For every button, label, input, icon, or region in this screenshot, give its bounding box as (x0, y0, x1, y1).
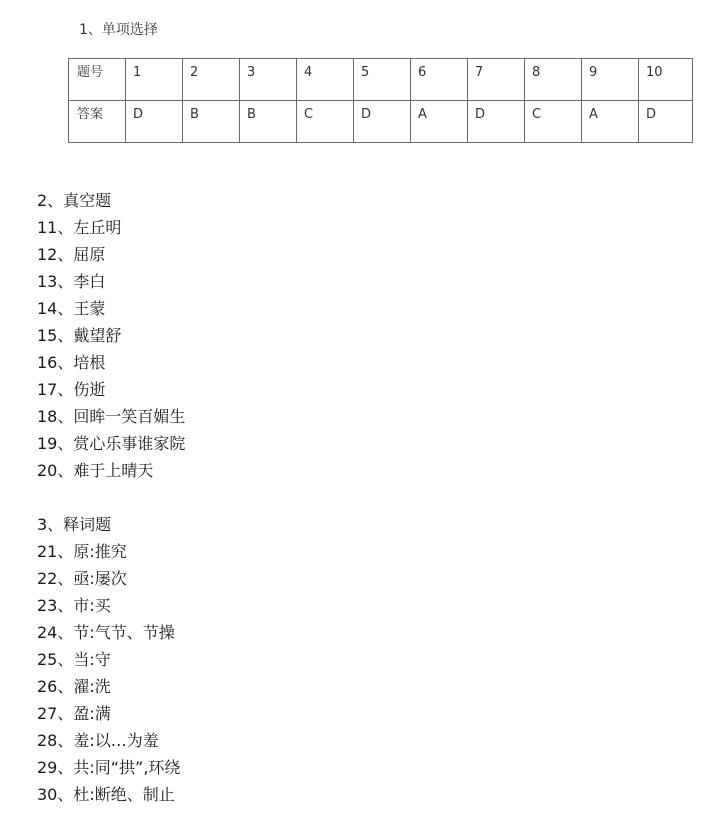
answer-cell: D (468, 101, 525, 143)
question-number-cell: 2 (183, 59, 240, 101)
question-number-row (69, 59, 693, 101)
question-number-cell: 9 (582, 59, 639, 101)
list-item: 14、王蒙 (37, 299, 106, 318)
answer-label: 答案 (69, 101, 126, 143)
section2-title: 2、真空题 (37, 191, 112, 210)
answer-cell: B (183, 101, 240, 143)
question-number-cell: 7 (468, 59, 525, 101)
list-item: 24、节:气节、节操 (37, 623, 175, 642)
section3-title: 3、释词题 (37, 515, 112, 534)
list-item: 27、盈:满 (37, 704, 111, 723)
section1-title: 1、单项选择 (79, 22, 158, 38)
answer-cell: A (582, 101, 639, 143)
question-number-cell: 6 (411, 59, 468, 101)
question-number-cell: 5 (354, 59, 411, 101)
question-number-cell: 10 (639, 59, 693, 101)
answer-content (37, 187, 185, 808)
list-item: 19、赏心乐事谁家院 (37, 434, 186, 453)
list-item: 22、亟:屡次 (37, 569, 127, 588)
list-item: 12、屈原 (37, 245, 106, 264)
answer-table (68, 58, 693, 143)
list-item: 25、当:守 (37, 650, 111, 669)
question-number-cell: 1 (126, 59, 183, 101)
question-number-cell: 8 (525, 59, 582, 101)
list-item: 16、培根 (37, 353, 106, 372)
list-item: 23、市:买 (37, 596, 111, 615)
question-number-cell: 3 (240, 59, 297, 101)
question-number-label: 题号 (69, 59, 126, 101)
answer-cell: A (411, 101, 468, 143)
list-item: 20、难于上晴天 (37, 461, 154, 480)
list-item: 18、回眸一笑百媚生 (37, 407, 186, 426)
list-item: 28、羞:以…为羞 (37, 731, 159, 750)
list-item: 30、杜:断绝、制止 (37, 785, 175, 804)
answer-cell: B (240, 101, 297, 143)
answer-cell: C (297, 101, 354, 143)
list-item: 15、戴望舒 (37, 326, 122, 345)
section-spacer (37, 484, 185, 511)
answer-cell: D (126, 101, 183, 143)
answer-cell: D (354, 101, 411, 143)
list-item: 13、李白 (37, 272, 106, 291)
list-item: 17、伤逝 (37, 380, 106, 399)
answer-cell: C (525, 101, 582, 143)
answer-row (69, 101, 693, 143)
question-number-cell: 4 (297, 59, 354, 101)
list-item: 26、濯:洗 (37, 677, 111, 696)
list-item: 29、共:同“拱”,环绕 (37, 758, 181, 777)
list-item: 21、原:推究 (37, 542, 127, 561)
list-item: 11、左丘明 (37, 218, 122, 237)
answer-cell: D (639, 101, 693, 143)
